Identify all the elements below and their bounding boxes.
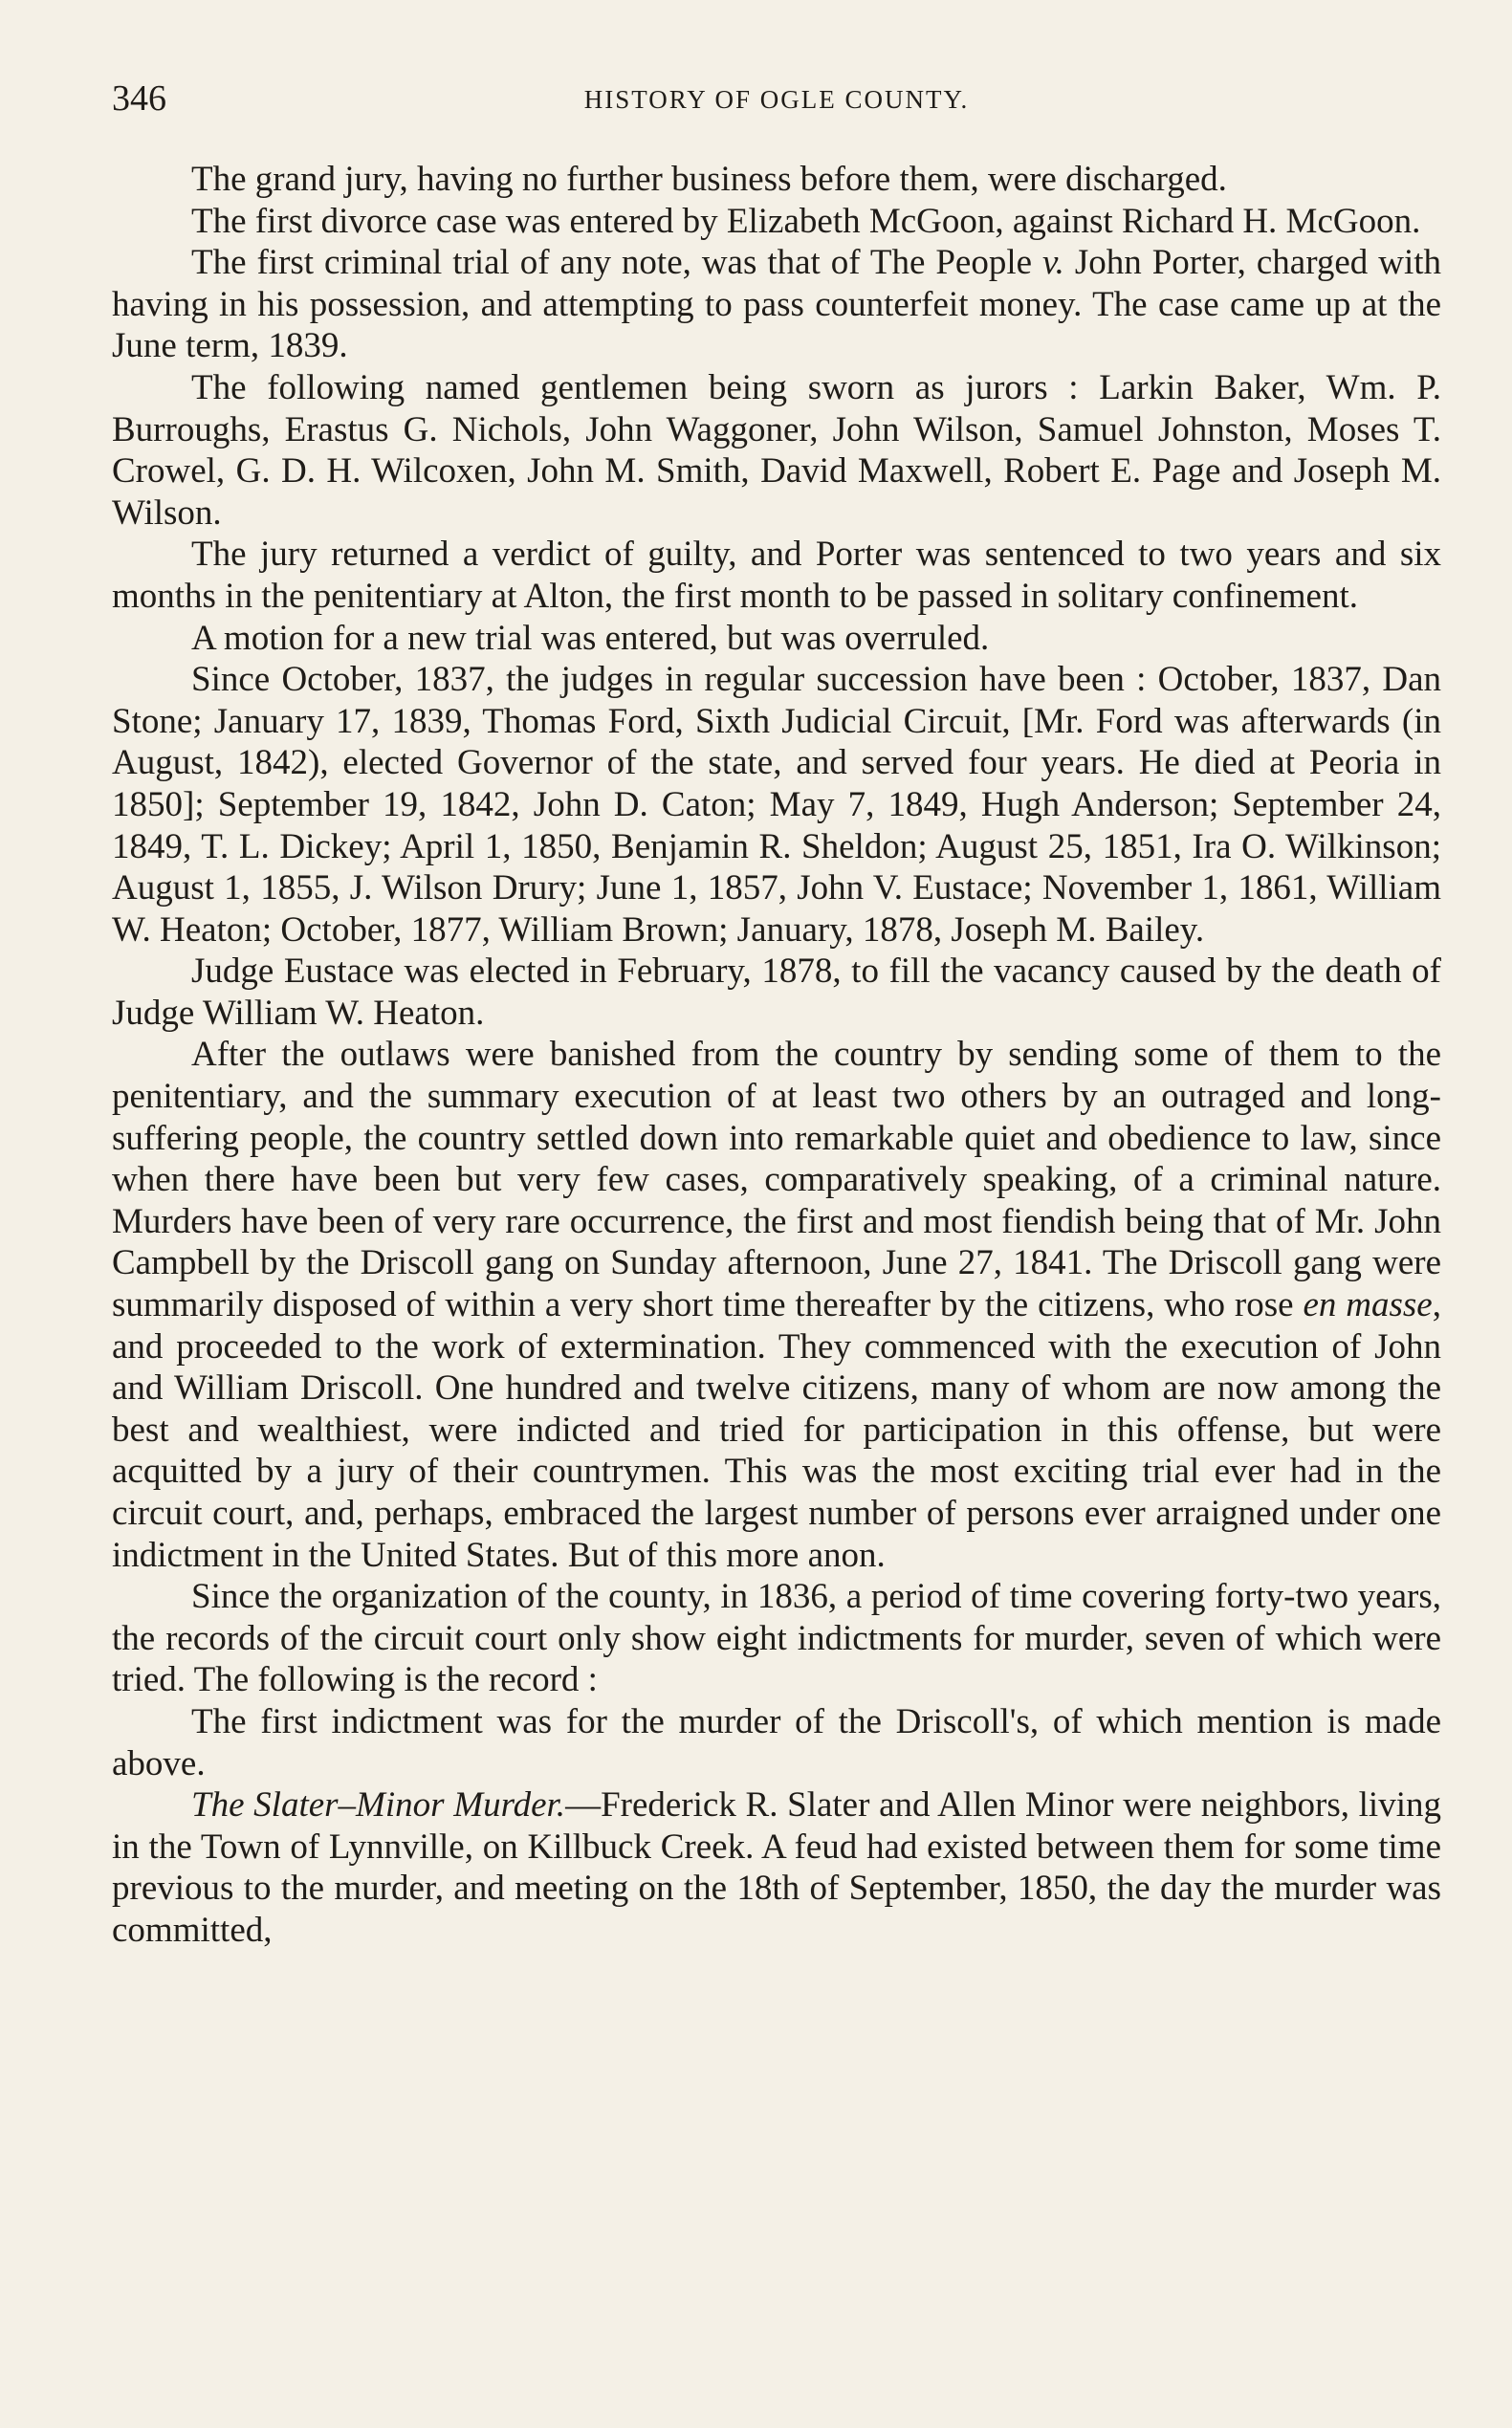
running-head: [112, 75, 1441, 122]
running-title: HISTORY OF OGLE COUNTY.: [583, 85, 970, 114]
body-text: [112, 159, 1441, 1952]
paragraph: The following named gentlemen being sworn as jurors : Larkin Baker, Wm. P. Burroughs, Erastus G. Nichols, John Waggoner, John Wilson, Samuel Johnston, Moses T. Crowel, G. D. H. Wilcoxen, John M. Smith, David Maxwell, Robert E. Page and Joseph M. Wilson.: [112, 367, 1441, 533]
paragraph: Judge Eustace was elected in February, 1878, to fill the vacancy caused by the death of Judge William W. Heaton.: [112, 952, 1441, 1033]
paragraph: Since the organization of the county, in 1836, a period of time covering forty-two years, the records of the circuit court only show eight indictments for murder, seven of which were tried. The following is the record :: [112, 1577, 1441, 1700]
paragraph: The jury returned a verdict of guilty, and Porter was sentenced to two years and six months in the penitentiary at Alton, the first month to be passed in solitary confinement.: [112, 535, 1441, 616]
paragraph: The Slater–Minor Murder.—Frederick R. Slater and Allen Minor were neighbors, living in the Town of Lynnville, on Killbuck Creek. A feud had existed between them for some time previous to the murder, and meeting on the 18th of September, 1850, the day the murder was committed,: [112, 1785, 1441, 1950]
page-number: 346: [112, 78, 166, 119]
paragraph: The first divorce case was entered by Elizabeth McGoon, against Richard H. McGoon.: [191, 201, 1421, 241]
paragraph: The first criminal trial of any note, was that of The People v. John Porter, charged with having in his possession, and attempting to pass counterfeit money. The case came up at the June term, 1839.: [112, 243, 1442, 366]
paragraph: The grand jury, having no further business before them, were discharged.: [191, 160, 1227, 199]
italic-text: v.: [1041, 243, 1064, 283]
paragraph: The first indictment was for the murder of the Driscoll's, of which mention is made above.: [112, 1701, 1441, 1783]
italic-text: en masse: [1303, 1285, 1433, 1325]
italic-text: The Slater–Minor Murder.: [191, 1785, 566, 1826]
paragraph: A motion for a new trial was entered, but was overruled.: [191, 618, 990, 658]
paragraph: After the outlaws were banished from the country by sending some of them to the penitentiary, and the summary execution of at least two others by an outraged and long-suffering people, the country settled down into remarkable quiet and obedience to law, since when there have been but very few cases, comparatively speaking, of a criminal nature. Murders have been of very rare occurrence, the first and most fiendish being that of Mr. John Campbell by the Driscoll gang on Sunday afternoon, June 27, 1841. The Driscoll gang were summarily disposed of within a very short time thereafter by the citizens, who rose en masse, and proceeded to the work of extermination. They commenced with the execution of John and William Driscoll. One hundred and twelve citizens, many of whom are now among the best and wealthiest, were indicted and tried for participation in this offense, but were acquitted by a jury of their countrymen. This was the most exciting trial ever had in the circuit court, and, perhaps, embraced the largest number of persons ever arraigned under one indictment in the United States. But of this more anon.: [112, 1035, 1441, 1575]
paragraph: Since October, 1837, the judges in regular succession have been : October, 1837, Dan Stone; January 17, 1839, Thomas Ford, Sixth Judicial Circuit, [Mr. Ford was afterwards (in August, 1842), elected Governor of the state, and served four years. He died at Peoria in 1850]; September 19, 1842, John D. Caton; May 7, 1849, Hugh Anderson; September 24, 1849, T. L. Dickey; April 1, 1850, Benjamin R. Sheldon; August 25, 1851, Ira O. Wilkinson; August 1, 1855, J. Wilson Drury; June 1, 1857, John V. Eustace; November 1, 1861, William W. Heaton; October, 1877, William Brown; January, 1878, Joseph M. Bailey.: [112, 660, 1441, 950]
